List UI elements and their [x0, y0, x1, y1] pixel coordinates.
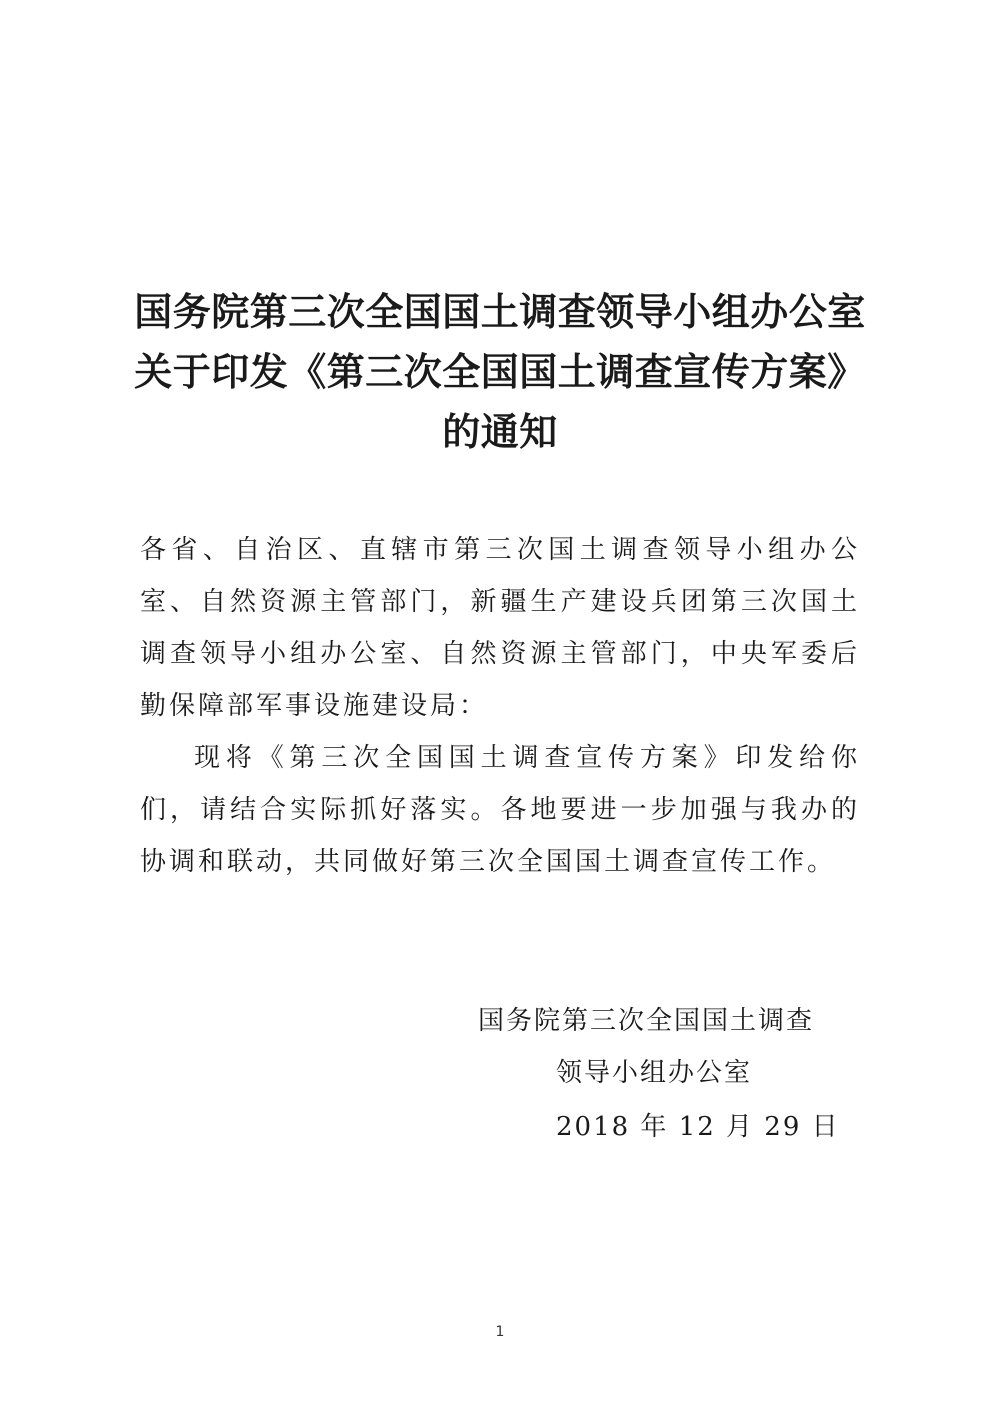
title-line-1: 国务院第三次全国国土调查领导小组办公室 — [134, 290, 866, 334]
title-line-2: 关于印发《第三次全国国土调查宣传方案》 — [134, 350, 866, 394]
document-title — [0, 282, 1000, 462]
page-number: 1 — [495, 1324, 505, 1340]
signature-date: 2018 年 12 月 29 日 — [556, 1112, 840, 1142]
signature-org-line-2: 领导小组办公室 — [556, 1058, 753, 1088]
signature-org-line-1: 国务院第三次全国国土调查 — [478, 1006, 815, 1036]
title-line-3: 的通知 — [442, 410, 558, 454]
salutation-recipients: 各省、自治区、直辖市第三次国土调查领导小组办公室、自然资源主管部门，新疆生产建设兵团第三次国土调查领导小组办公室、自然资源主管部门，中央军委后勤保障部军事设施建设局： — [140, 535, 860, 721]
body-paragraph: 现将《第三次全国国土调查宣传方案》印发给你们，请结合实际抓好落实。各地要进一步加强与我办的协调和联动，共同做好第三次全国国土调查宣传工作。 — [140, 743, 860, 877]
